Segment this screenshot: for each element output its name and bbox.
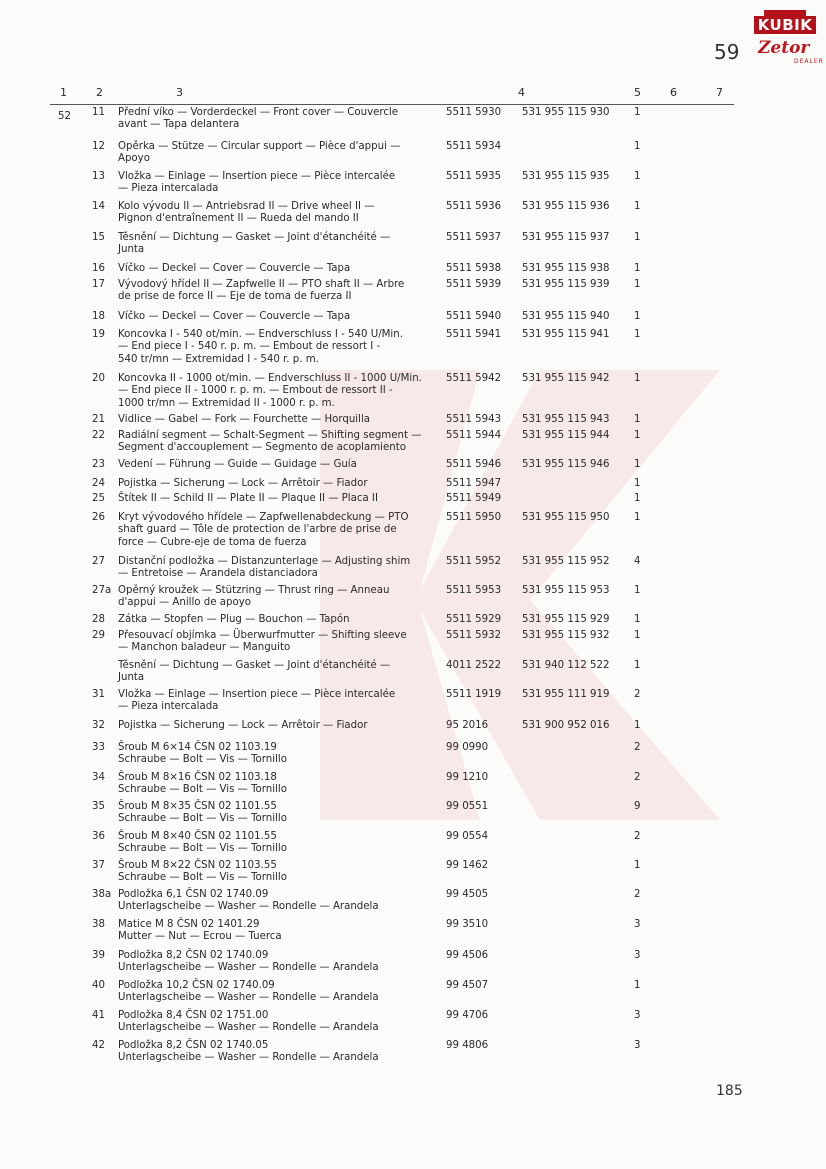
description-line: Junta bbox=[118, 672, 145, 684]
part-description bbox=[118, 279, 438, 304]
catalog-number: 531 955 115 946 bbox=[522, 459, 610, 470]
part-description bbox=[118, 720, 438, 732]
catalog-number: 531 955 115 939 bbox=[522, 279, 610, 290]
position-number: 29 bbox=[92, 630, 105, 641]
description-line: Pojistka — Sicherung — Lock — Arrêtoir — Fiador bbox=[118, 720, 368, 731]
catalog-number: 531 955 115 938 bbox=[522, 263, 610, 274]
description-line: Víčko — Deckel — Cover — Couvercle — Tapa bbox=[118, 263, 351, 274]
quantity: 1 bbox=[634, 107, 641, 118]
quantity: 2 bbox=[634, 742, 641, 753]
quantity: 3 bbox=[634, 1010, 641, 1021]
quantity: 1 bbox=[634, 980, 641, 991]
part-number: 99 4506 bbox=[446, 950, 489, 961]
position-number: 33 bbox=[92, 742, 105, 753]
quantity: 3 bbox=[634, 919, 641, 930]
logo-dealer-text: DEALER bbox=[794, 58, 824, 65]
part-number: 5511 5936 bbox=[446, 201, 502, 212]
header-rule bbox=[50, 104, 734, 105]
quantity: 2 bbox=[634, 889, 641, 900]
description-line: Schraube — Bolt — Vis — Tornillo bbox=[118, 784, 287, 796]
description-line: avant — Tapa delantera bbox=[118, 119, 240, 131]
description-line: Těsnění — Dichtung — Gasket — Joint d'étanchéité — bbox=[118, 660, 391, 671]
quantity: 1 bbox=[634, 414, 641, 425]
description-line: Šroub M 8×40 ČSN 02 1101.55 bbox=[118, 831, 277, 842]
part-description bbox=[118, 512, 438, 549]
quantity: 1 bbox=[634, 373, 641, 384]
quantity: 1 bbox=[634, 585, 641, 596]
position-number: 37 bbox=[92, 860, 105, 871]
position-number: 15 bbox=[92, 232, 105, 243]
part-number: 5511 5953 bbox=[446, 585, 502, 596]
description-line: Podložka 10,2 ČSN 02 1740.09 bbox=[118, 980, 275, 991]
position-number: 31 bbox=[92, 689, 105, 700]
part-description bbox=[118, 614, 438, 626]
quantity: 1 bbox=[634, 141, 641, 152]
catalog-number: 531 955 115 936 bbox=[522, 201, 610, 212]
part-description bbox=[118, 1010, 438, 1035]
catalog-number: 531 955 115 943 bbox=[522, 414, 610, 425]
quantity: 1 bbox=[634, 493, 641, 504]
description-line: Mutter — Nut — Ecrou — Tuerca bbox=[118, 931, 282, 943]
catalog-number: 531 955 115 929 bbox=[522, 614, 610, 625]
part-description bbox=[118, 171, 438, 196]
column-header bbox=[0, 86, 826, 102]
position-number: 14 bbox=[92, 201, 105, 212]
position-number: 27 bbox=[92, 556, 105, 567]
description-line: Radiální segment — Schalt-Segment — Shifting segment — bbox=[118, 430, 422, 441]
position-number: 40 bbox=[92, 980, 105, 991]
part-description bbox=[118, 630, 438, 655]
description-line: Opěrný kroužek — Stützring — Thrust ring — Anneau bbox=[118, 585, 390, 596]
description-line: Kolo vývodu II — Antriebsrad II — Drive wheel II — bbox=[118, 201, 375, 212]
description-line: Šroub M 6×14 ČSN 02 1103.19 bbox=[118, 742, 277, 753]
part-number: 5511 5940 bbox=[446, 311, 502, 322]
part-description bbox=[118, 1040, 438, 1065]
quantity: 3 bbox=[634, 1040, 641, 1051]
catalog-number: 531 955 115 932 bbox=[522, 630, 610, 641]
part-number: 5511 5939 bbox=[446, 279, 502, 290]
part-description bbox=[118, 141, 438, 166]
quantity: 1 bbox=[634, 311, 641, 322]
description-line: Přední víko — Vorderdeckel — Front cover — Couvercle bbox=[118, 107, 399, 118]
catalog-number: 531 955 115 950 bbox=[522, 512, 610, 523]
description-line: Podložka 8,4 ČSN 02 1751.00 bbox=[118, 1010, 269, 1021]
quantity: 1 bbox=[634, 630, 641, 641]
description-line: Zátka — Stopfen — Plug — Bouchon — Tapón bbox=[118, 614, 350, 625]
part-description bbox=[118, 801, 438, 826]
quantity: 2 bbox=[634, 772, 641, 783]
quantity: 1 bbox=[634, 171, 641, 182]
quantity: 1 bbox=[634, 512, 641, 523]
catalog-number: 531 955 115 942 bbox=[522, 373, 610, 384]
part-description bbox=[118, 660, 438, 685]
quantity: 3 bbox=[634, 950, 641, 961]
description-line: Koncovka II - 1000 ot/min. — Endverschluss II - 1000 U/Min. bbox=[118, 373, 422, 384]
description-line: Junta bbox=[118, 244, 145, 256]
part-number: 5511 5930 bbox=[446, 107, 502, 118]
quantity: 1 bbox=[634, 430, 641, 441]
catalog-number: 531 900 952 016 bbox=[522, 720, 610, 731]
position-number: 41 bbox=[92, 1010, 105, 1021]
position-number: 21 bbox=[92, 414, 105, 425]
position-number: 22 bbox=[92, 430, 105, 441]
part-description bbox=[118, 329, 438, 366]
description-line: Vložka — Einlage — Insertion piece — Pièce intercalée bbox=[118, 171, 396, 182]
position-number: 39 bbox=[92, 950, 105, 961]
description-line: Kryt vývodového hřídele — Zapfwellenabdeckung — PTO bbox=[118, 512, 409, 523]
catalog-number: 531 955 115 930 bbox=[522, 107, 610, 118]
quantity: 1 bbox=[634, 660, 641, 671]
description-line: de prise de force II — Eje de toma de fuerza II bbox=[118, 291, 352, 303]
part-number: 99 0990 bbox=[446, 742, 489, 753]
description-line: Štítek II — Schild II — Plate II — Plaque II — Placa II bbox=[118, 493, 378, 504]
part-number: 5511 5934 bbox=[446, 141, 502, 152]
part-number: 5511 5950 bbox=[446, 512, 502, 523]
part-description bbox=[118, 414, 438, 426]
description-line: Vedení — Führung — Guide — Guidage — Guía bbox=[118, 459, 357, 470]
description-line: Unterlagscheibe — Washer — Rondelle — Arandela bbox=[118, 1052, 379, 1064]
part-number: 5511 5941 bbox=[446, 329, 502, 340]
catalog-number: 531 955 115 941 bbox=[522, 329, 610, 340]
description-line: — Entretoise — Arandela distanciadora bbox=[118, 568, 318, 580]
part-number: 99 4806 bbox=[446, 1040, 489, 1051]
part-description bbox=[118, 742, 438, 767]
description-line: 540 tr/mn — Extremidad I - 540 r. p. m. bbox=[118, 353, 319, 365]
description-line: — Pieza intercalada bbox=[118, 701, 219, 713]
position-number: 26 bbox=[92, 512, 105, 523]
description-line: Vývodový hřídel II — Zapfwelle II — PTO shaft II — Arbre bbox=[118, 279, 405, 290]
part-description bbox=[118, 772, 438, 797]
position-number: 27a bbox=[92, 585, 112, 596]
description-line: Schraube — Bolt — Vis — Tornillo bbox=[118, 872, 287, 884]
description-line: Těsnění — Dichtung — Gasket — Joint d'étanchéité — bbox=[118, 232, 391, 243]
description-line: Přesouvací objímka — Überwurfmutter — Shifting sleeve bbox=[118, 630, 407, 641]
column-label-1: 1 bbox=[60, 86, 67, 99]
description-line: Unterlagscheibe — Washer — Rondelle — Arandela bbox=[118, 992, 379, 1004]
part-number: 4011 2522 bbox=[446, 660, 502, 671]
description-line: Unterlagscheibe — Washer — Rondelle — Arandela bbox=[118, 901, 379, 913]
part-description bbox=[118, 201, 438, 226]
part-number: 99 0554 bbox=[446, 831, 489, 842]
catalog-number: 531 940 112 522 bbox=[522, 660, 610, 671]
description-line: — End piece II - 1000 r. p. m. — Embout de ressort II - bbox=[118, 385, 393, 397]
part-number: 99 3510 bbox=[446, 919, 489, 930]
description-line: Šroub M 8×35 ČSN 02 1101.55 bbox=[118, 801, 277, 812]
part-number: 99 4706 bbox=[446, 1010, 489, 1021]
part-description bbox=[118, 689, 438, 714]
description-line: — End piece I - 540 r. p. m. — Embout de ressort I - bbox=[118, 341, 381, 353]
position-number: 38 bbox=[92, 919, 105, 930]
part-description bbox=[118, 831, 438, 856]
catalog-number: 531 955 115 953 bbox=[522, 585, 610, 596]
position-number: 17 bbox=[92, 279, 105, 290]
position-number: 32 bbox=[92, 720, 105, 731]
catalog-number: 531 955 111 919 bbox=[522, 689, 610, 700]
description-line: Segment d'accouplement — Segmento de acoplamiento bbox=[118, 442, 406, 454]
description-line: Schraube — Bolt — Vis — Tornillo bbox=[118, 813, 287, 825]
description-line: Opěrka — Stütze — Circular support — Pièce d'appui — bbox=[118, 141, 401, 152]
catalog-number: 531 955 115 935 bbox=[522, 171, 610, 182]
quantity: 1 bbox=[634, 201, 641, 212]
catalog-number: 531 955 115 944 bbox=[522, 430, 610, 441]
logo-zetor-text: Zetor bbox=[758, 38, 810, 58]
part-description bbox=[118, 919, 438, 944]
part-number: 99 1210 bbox=[446, 772, 489, 783]
footer-page-number: 185 bbox=[716, 1083, 743, 1099]
part-number: 5511 5929 bbox=[446, 614, 502, 625]
column-label-2: 2 bbox=[96, 86, 103, 99]
column-label-7: 7 bbox=[716, 86, 723, 99]
position-number: 12 bbox=[92, 141, 105, 152]
part-description bbox=[118, 860, 438, 885]
part-number: 99 4505 bbox=[446, 889, 489, 900]
description-line: Distanční podložka — Distanzunterlage — Adjusting shim bbox=[118, 556, 411, 567]
quantity: 1 bbox=[634, 263, 641, 274]
description-line: Koncovka I - 540 ot/min. — Endverschluss I - 540 U/Min. bbox=[118, 329, 403, 340]
part-number: 5511 5943 bbox=[446, 414, 502, 425]
quantity: 1 bbox=[634, 459, 641, 470]
description-line: Podložka 8,2 ČSN 02 1740.09 bbox=[118, 950, 269, 961]
position-number: 20 bbox=[92, 373, 105, 384]
position-number: 16 bbox=[92, 263, 105, 274]
position-number: 19 bbox=[92, 329, 105, 340]
catalog-number: 531 955 115 952 bbox=[522, 556, 610, 567]
description-line: Unterlagscheibe — Washer — Rondelle — Arandela bbox=[118, 962, 379, 974]
catalog-number: 531 955 115 937 bbox=[522, 232, 610, 243]
part-description bbox=[118, 980, 438, 1005]
part-number: 5511 5952 bbox=[446, 556, 502, 567]
part-number: 5511 5949 bbox=[446, 493, 502, 504]
part-description bbox=[118, 493, 438, 505]
part-description bbox=[118, 950, 438, 975]
column-label-5: 5 bbox=[634, 86, 641, 99]
part-number: 5511 5947 bbox=[446, 478, 502, 489]
part-description bbox=[118, 232, 438, 257]
description-line: Schraube — Bolt — Vis — Tornillo bbox=[118, 843, 287, 855]
description-line: Matice M 8 ČSN 02 1401.29 bbox=[118, 919, 260, 930]
part-description bbox=[118, 556, 438, 581]
quantity: 2 bbox=[634, 831, 641, 842]
catalog-number: 531 955 115 940 bbox=[522, 311, 610, 322]
part-number: 5511 5942 bbox=[446, 373, 502, 384]
description-line: force — Cubre-eje de toma de fuerza bbox=[118, 536, 307, 548]
group-number: 52 bbox=[58, 111, 71, 122]
part-description bbox=[118, 889, 438, 914]
part-number: 99 0551 bbox=[446, 801, 489, 812]
quantity: 1 bbox=[634, 478, 641, 489]
quantity: 1 bbox=[634, 614, 641, 625]
part-number: 5511 5935 bbox=[446, 171, 502, 182]
position-number: 23 bbox=[92, 459, 105, 470]
part-number: 99 1462 bbox=[446, 860, 489, 871]
quantity: 1 bbox=[634, 720, 641, 731]
part-number: 5511 1919 bbox=[446, 689, 502, 700]
position-number: 34 bbox=[92, 772, 105, 783]
position-number: 35 bbox=[92, 801, 105, 812]
description-line: Vložka — Einlage — Insertion piece — Pièce intercalée bbox=[118, 689, 396, 700]
description-line: Podložka 8,2 ČSN 02 1740.05 bbox=[118, 1040, 269, 1051]
part-description bbox=[118, 311, 438, 323]
column-label-3: 3 bbox=[176, 86, 183, 99]
part-description bbox=[118, 430, 438, 455]
kubik-zetor-logo bbox=[754, 10, 824, 68]
part-number: 5511 5946 bbox=[446, 459, 502, 470]
description-line: Víčko — Deckel — Cover — Couvercle — Tapa bbox=[118, 311, 351, 322]
description-line: d'appui — Anillo de apoyo bbox=[118, 597, 251, 609]
description-line: Unterlagscheibe — Washer — Rondelle — Arandela bbox=[118, 1022, 379, 1034]
part-description bbox=[118, 107, 438, 132]
position-number: 13 bbox=[92, 171, 105, 182]
description-line: — Pieza intercalada bbox=[118, 183, 219, 195]
position-number: 36 bbox=[92, 831, 105, 842]
position-number: 11 bbox=[92, 107, 105, 118]
description-line: Apoyo bbox=[118, 153, 150, 165]
description-line: Schraube — Bolt — Vis — Tornillo bbox=[118, 754, 287, 766]
position-number: 42 bbox=[92, 1040, 105, 1051]
page-number: 59 bbox=[714, 40, 740, 64]
part-description bbox=[118, 478, 438, 490]
position-number: 24 bbox=[92, 478, 105, 489]
part-number: 5511 5937 bbox=[446, 232, 502, 243]
description-line: Pojistka — Sicherung — Lock — Arrêtoir — Fiador bbox=[118, 478, 368, 489]
description-line: Vidlice — Gabel — Fork — Fourchette — Horquilla bbox=[118, 414, 371, 425]
description-line: Šroub M 8×22 ČSN 02 1103.55 bbox=[118, 860, 277, 871]
description-line: Podložka 6,1 ČSN 02 1740.09 bbox=[118, 889, 269, 900]
part-description bbox=[118, 585, 438, 610]
quantity: 2 bbox=[634, 689, 641, 700]
quantity: 1 bbox=[634, 279, 641, 290]
quantity: 1 bbox=[634, 232, 641, 243]
column-label-6: 6 bbox=[670, 86, 677, 99]
part-number: 5511 5938 bbox=[446, 263, 502, 274]
position-number: 28 bbox=[92, 614, 105, 625]
part-description bbox=[118, 263, 438, 275]
logo-kubik-text: KUBIK bbox=[754, 16, 816, 34]
description-line: Šroub M 8×16 ČSN 02 1103.18 bbox=[118, 772, 277, 783]
description-line: — Manchon baladeur — Manguito bbox=[118, 642, 291, 654]
part-number: 99 4507 bbox=[446, 980, 489, 991]
quantity: 9 bbox=[634, 801, 641, 812]
part-number: 5511 5944 bbox=[446, 430, 502, 441]
quantity: 4 bbox=[634, 556, 641, 567]
position-number: 25 bbox=[92, 493, 105, 504]
column-label-4: 4 bbox=[518, 86, 525, 99]
part-description bbox=[118, 373, 438, 410]
part-number: 5511 5932 bbox=[446, 630, 502, 641]
part-description bbox=[118, 459, 438, 471]
position-number: 18 bbox=[92, 311, 105, 322]
quantity: 1 bbox=[634, 329, 641, 340]
part-number: 95 2016 bbox=[446, 720, 489, 731]
position-number: 38a bbox=[92, 889, 112, 900]
description-line: shaft guard — Tôle de protection de l'arbre de prise de bbox=[118, 524, 397, 536]
quantity: 1 bbox=[634, 860, 641, 871]
description-line: Pignon d'entraînement II — Rueda del mando II bbox=[118, 213, 359, 225]
description-line: 1000 tr/mn — Extremidad II - 1000 r. p. m. bbox=[118, 397, 335, 409]
